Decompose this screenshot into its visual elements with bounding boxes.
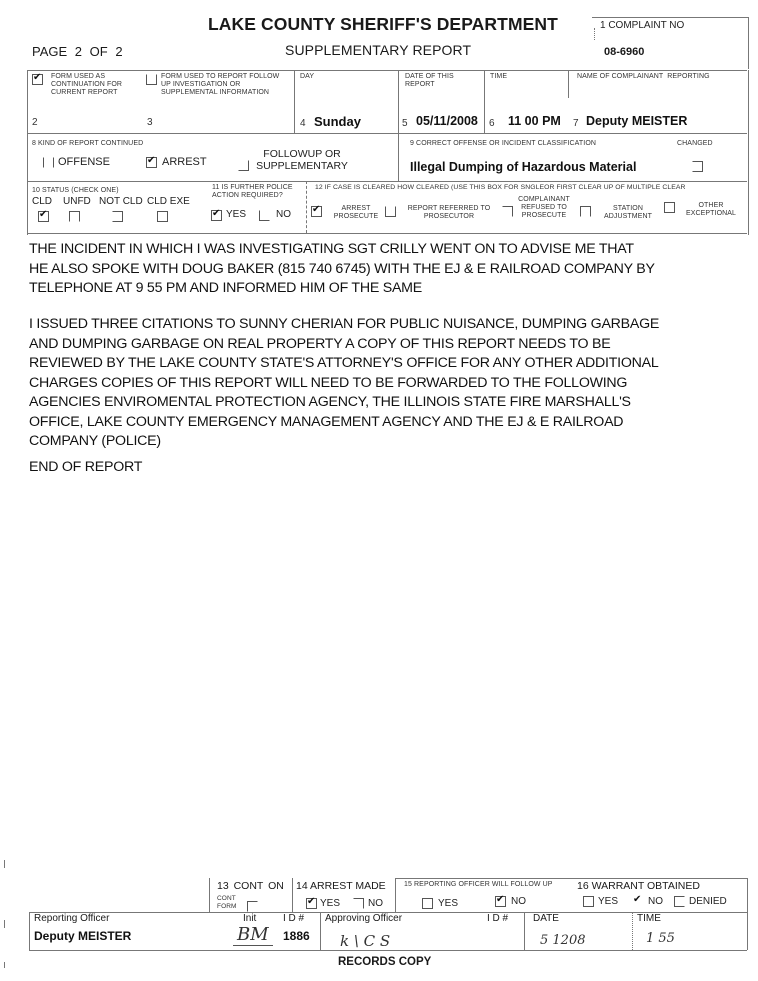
follow-up-yes-label: YES: [438, 898, 459, 909]
cleared-referred-label: [400, 205, 498, 221]
end-of-report: END OF REPORT: [29, 459, 143, 475]
cleared-referred-line1: REPORT REFERRED TO: [407, 205, 491, 212]
status-not-cld-checkbox[interactable]: [112, 211, 123, 222]
offense-label: OFFENSE: [58, 156, 110, 168]
warrant-label: 16 WARRANT OBTAINED: [577, 880, 700, 892]
arrest-made-no-label: NO: [368, 898, 383, 909]
cleared-station-label: [596, 205, 660, 221]
of-label: OF: [89, 44, 108, 59]
reporting-id-value: 1886: [283, 929, 310, 943]
status-option-cld: CLD: [32, 196, 53, 207]
report-type-title: SUPPLEMENTARY REPORT: [285, 42, 472, 58]
warrant-yes-label: YES: [598, 896, 619, 907]
day-label: DAY: [300, 73, 315, 80]
further-yes-label: YES: [226, 209, 247, 220]
cleared-refused-line0: COMPLAINANT: [518, 196, 570, 203]
followup-form-checkbox[interactable]: [146, 74, 157, 85]
cont-form-line1: CONT: [217, 895, 236, 902]
page-label: PAGE: [32, 44, 68, 59]
changed-checkbox[interactable]: [692, 161, 703, 172]
further-no-checkbox[interactable]: [259, 210, 270, 221]
cleared-refused-label: [514, 196, 574, 220]
arrest-made-label: 14 ARREST MADE: [296, 880, 386, 892]
day-num: 4: [300, 118, 306, 129]
report-date-value: 05/11/2008: [416, 114, 478, 128]
status-label: 10 STATUS (CHECK ONE): [32, 187, 119, 194]
time-value: 11 00 PM: [508, 114, 561, 128]
cleared-refused-checkbox[interactable]: [502, 206, 513, 217]
page-total: 2: [115, 44, 123, 59]
approving-id-label: I D #: [487, 913, 509, 924]
cleared-station-line1: STATION: [613, 205, 643, 212]
time-label: TIME: [490, 73, 508, 80]
classification-value: Illegal Dumping of Hazardous Material: [410, 160, 637, 174]
follow-up-yes-checkbox[interactable]: [422, 898, 433, 909]
reporting-officer-label: Reporting Officer: [34, 913, 110, 924]
arrest-made-yes-label: YES: [320, 898, 341, 909]
arrest-label: ARREST: [162, 156, 207, 168]
cont-form-line2: FORM: [217, 903, 237, 910]
narrative-paragraph-2: I ISSUED THREE CITATIONS TO SUNNY CHERIAN FOR PUBLIC NUISANCE, DUMPING GARBAGE AND DUMPING GARBAGE ON REAL PROPERTY A COPY OF THIS REPORT NEEDS TO BE REVIEWED BY THE LAKE COUNTY STATE'S ATTORNEY'S OFFICE FOR ANY OTHER ADDITIONAL CHARGES COPIES OF THIS REPORT WILL NEED TO BE FORWARDED TO THE FOLLOWING AGENCIES ENVIROMENTAL PROTECTION AGENCY, THE ILLINOIS STATE FIRE MARSHALL'S OFFICE, LAKE COUNTY EMERGENCY MANAGEMENT AGENCY AND THE EJ & E RAILROAD COMPANY (POLICE): [29, 316, 660, 449]
arrest-made-no-checkbox[interactable]: [353, 898, 364, 909]
followup-label: [256, 148, 348, 172]
further-action-label-line1: 11 IS FURTHER POLICE: [212, 184, 293, 191]
warrant-yes-checkbox[interactable]: [583, 896, 594, 907]
continuation-num: 2: [32, 117, 38, 128]
approving-signature: k \ C S: [340, 932, 391, 950]
time-num: 6: [489, 118, 495, 129]
followup-form-num: 3: [147, 117, 153, 128]
further-no-label: NO: [276, 209, 291, 220]
classification-label: 9 CORRECT OFFENSE OR INCIDENT CLASSIFICATION: [410, 140, 597, 147]
follow-up-no-label: NO: [511, 896, 526, 907]
complainant-num: 7: [573, 118, 579, 129]
kind-of-report-label: 8 KIND OF REPORT CONTINUED: [32, 140, 144, 147]
complainant-value: Deputy MEISTER: [586, 114, 688, 128]
followup-label-line1: FOLLOWUP OR: [263, 148, 341, 160]
cleared-referred-checkbox[interactable]: [385, 206, 396, 217]
continuation-label: FORM USED AS CONTINUATION FOR CURRENT REPORT: [51, 73, 123, 96]
complaint-no-value: 08-6960: [604, 46, 645, 58]
offense-checkbox[interactable]: [43, 157, 54, 168]
cleared-other-line2: EXCEPTIONAL: [685, 210, 737, 217]
further-yes-checkbox[interactable]: [211, 210, 222, 221]
status-cld-exe-checkbox[interactable]: [157, 211, 168, 222]
cleared-referred-line2: PROSECUTOR: [423, 213, 475, 220]
cleared-arrest-line2: PROSECUTE: [333, 213, 379, 220]
cleared-refused-line1: REFUSED TO: [521, 204, 567, 211]
followup-checkbox[interactable]: [238, 160, 249, 171]
cleared-refused-line2: PROSECUTE: [521, 212, 567, 219]
how-cleared-label: 12 IF CASE IS CLEARED HOW CLEARED (USE THIS BOX FOR SNGLEOR FIRST CLEAR UP OF MULTIPLE CLEAR: [315, 184, 686, 191]
cleared-other-checkbox[interactable]: [664, 202, 675, 213]
cleared-other-label: [678, 202, 744, 218]
records-copy-label: RECORDS COPY: [338, 956, 432, 968]
arrest-checkbox[interactable]: [146, 157, 157, 168]
page-indicator: [32, 44, 123, 59]
status-option-cld-exe: CLD EXE: [147, 196, 190, 207]
cleared-station-line2: ADJUSTMENT: [603, 213, 653, 220]
cont-form-checkbox[interactable]: [247, 901, 258, 912]
follow-up-label: 15 REPORTING OFFICER WILL FOLLOW UP: [404, 881, 553, 888]
further-action-label: [212, 184, 293, 200]
agency-title: LAKE COUNTY SHERIFF'S DEPARTMENT: [208, 14, 558, 34]
cleared-other-line1: OTHER: [698, 202, 724, 209]
warrant-denied-checkbox[interactable]: [674, 896, 685, 907]
report-date-num: 5: [402, 118, 408, 129]
init-signature: BM: [233, 924, 273, 946]
status-unfd-checkbox[interactable]: [69, 211, 80, 222]
cont-on-label: 13 CONT ON: [217, 880, 284, 892]
approving-officer-label: Approving Officer: [325, 913, 403, 924]
status-cld-checkbox[interactable]: [38, 211, 49, 222]
date-label: DATE: [533, 913, 559, 924]
date-signature: 5 1208: [540, 933, 586, 948]
cleared-arrest-label: [326, 205, 386, 221]
further-action-label-line2: ACTION REQUIRED?: [212, 192, 283, 199]
time-label-footer: TIME: [637, 913, 661, 924]
cont-form-label: [217, 895, 237, 911]
cleared-arrest-line1: ARREST: [341, 205, 371, 212]
status-options: [32, 196, 202, 228]
followup-form-label: FORM USED TO REPORT FOLLOW UP INVESTIGATION OR SUPPLEMENTAL INFORMATION: [161, 73, 280, 96]
reporting-officer-value: Deputy MEISTER: [34, 929, 132, 943]
complainant-label: NAME OF COMPLAINANT REPORTING: [577, 73, 710, 80]
warrant-no-label: NO: [648, 896, 663, 907]
changed-label: CHANGED: [677, 140, 713, 147]
follow-up-no-checkbox[interactable]: [495, 896, 506, 907]
warrant-no-checkbox[interactable]: [632, 896, 643, 907]
status-option-unfd: UNFD: [63, 196, 91, 207]
complaint-no-label: 1 COMPLAINT NO: [600, 20, 685, 31]
reporting-id-label: I D #: [283, 913, 305, 924]
narrative-paragraph-1: THE INCIDENT IN WHICH I WAS INVESTIGATING SGT CRILLY WENT ON TO ADVISE ME THAT HE ALSO SPOKE WITH DOUG BAKER (815 740 6745) WITH THE EJ & E RAILROAD COMPANY BY TELEPHONE AT 9 55 PM AND INFORMED HIM OF THE SAME: [29, 241, 655, 296]
arrest-made-yes-checkbox[interactable]: [306, 898, 317, 909]
time-signature: 1 55: [646, 931, 675, 946]
status-option-not-cld: NOT CLD: [99, 196, 143, 207]
report-date-label: DATE OF THIS REPORT: [405, 73, 454, 88]
continuation-checkbox[interactable]: [32, 74, 43, 85]
followup-label-line2: SUPPLEMENTARY: [256, 160, 348, 172]
cleared-station-checkbox[interactable]: [580, 206, 591, 217]
cleared-arrest-checkbox[interactable]: [311, 206, 322, 217]
page-number: 2: [74, 44, 83, 59]
day-value: Sunday: [314, 114, 361, 129]
warrant-denied-label: DENIED: [689, 896, 727, 907]
init-label: Init: [243, 913, 257, 924]
